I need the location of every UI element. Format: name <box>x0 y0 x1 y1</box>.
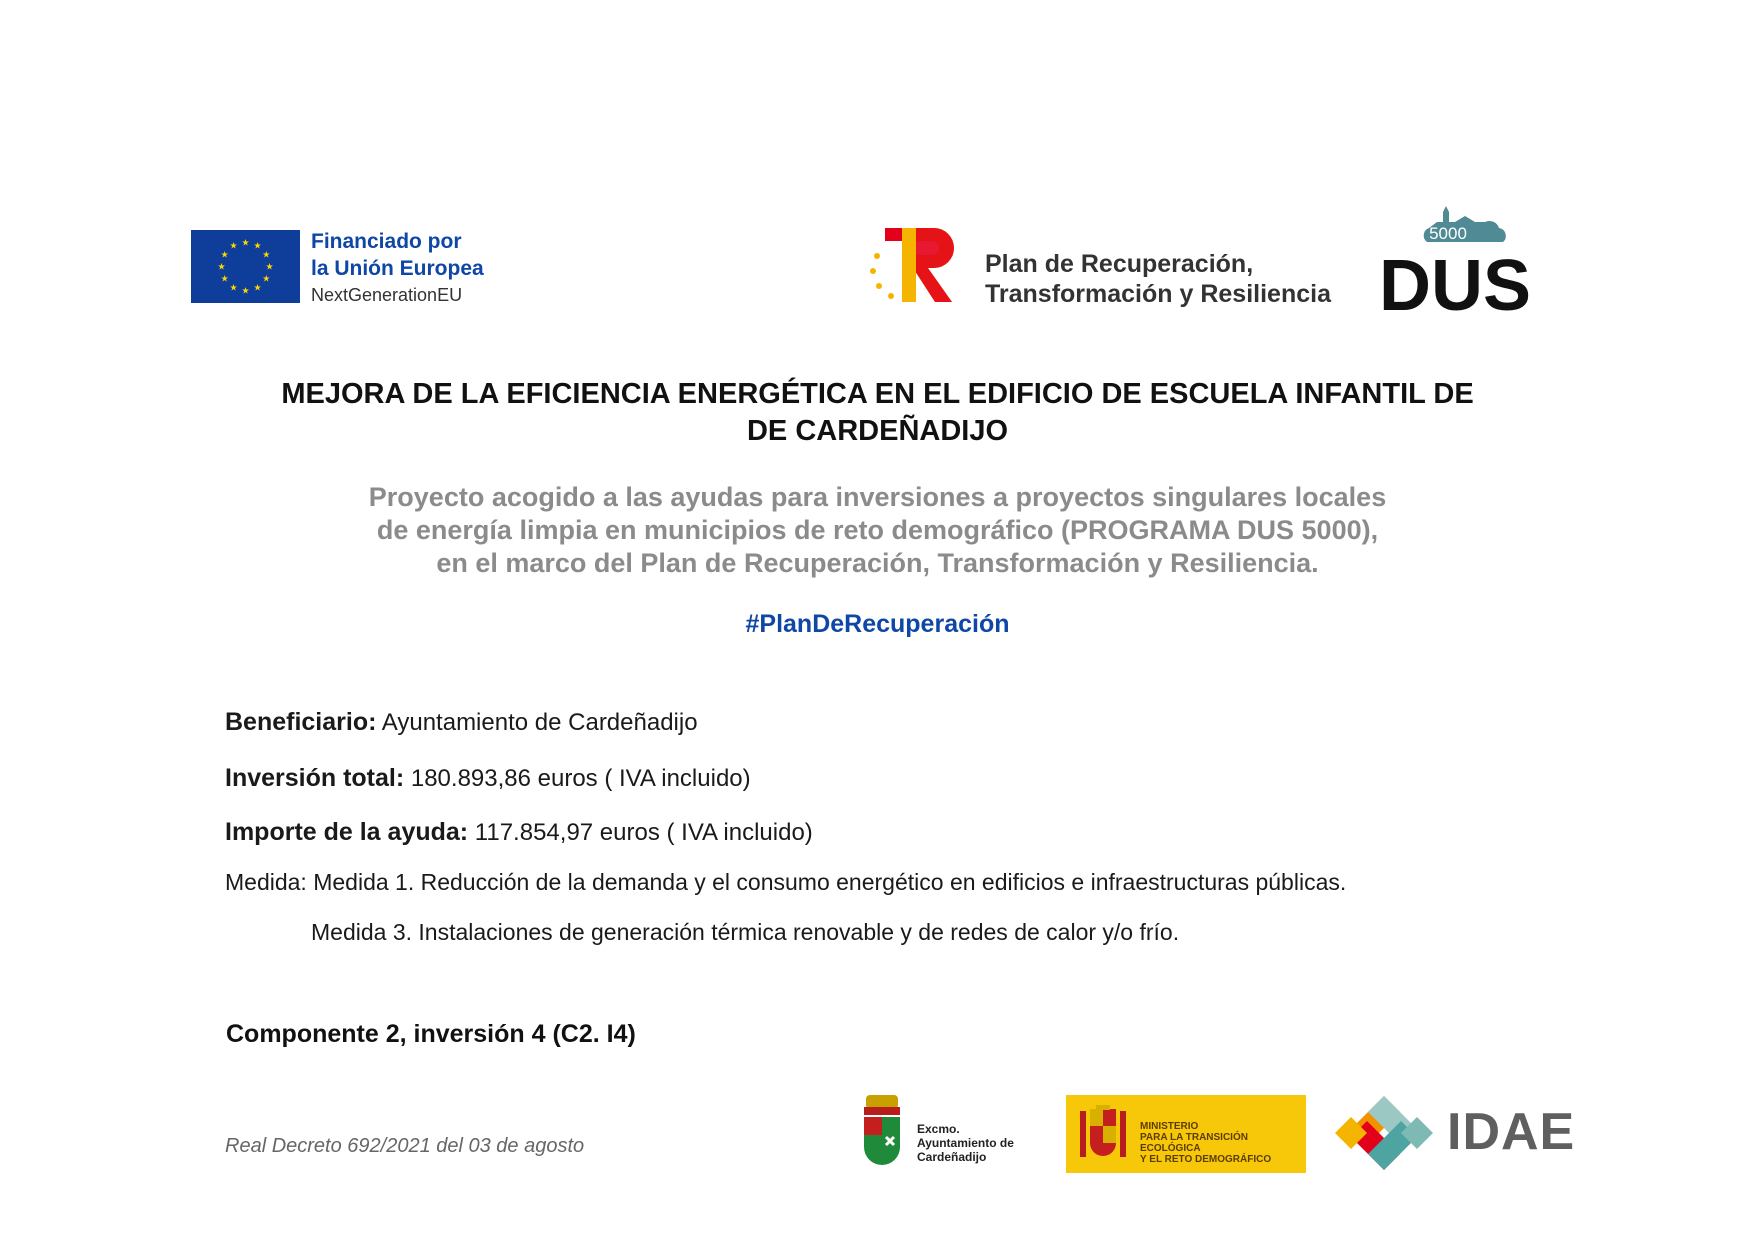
ministerio-logo <box>1066 1095 1306 1173</box>
ministerio-line-1: MINISTERIO <box>1140 1121 1199 1132</box>
title-line-1: MEJORA DE LA EFICIENCIA ENERGÉTICA EN EL EDIFICIO DE ESCUELA INFANTIL DE <box>281 378 1474 410</box>
importe-label: Importe de la ayuda: <box>225 818 469 846</box>
ministerio-text <box>1140 1121 1306 1165</box>
medida-3-value: Medida 3. Instalaciones de generación térmica renovable y de redes de calor y/o frío. <box>311 919 1180 945</box>
dus-number: 5000 <box>1429 224 1467 243</box>
componente-text: Componente 2, inversión 4 (C2. I4) <box>226 1020 636 1048</box>
beneficiario-row <box>225 708 698 737</box>
hashtag: #PlanDeRecuperación <box>745 610 1010 638</box>
eu-star-icon: ★ <box>241 285 250 296</box>
eu-star-icon: ★ <box>241 237 250 248</box>
ayto-line-2: Ayuntamiento de <box>917 1136 1014 1150</box>
eu-flag-icon <box>191 230 300 303</box>
intro-line-2: de energía limpia en municipios de reto demográfico (PROGRAMA DUS 5000), <box>376 515 1379 545</box>
spain-shield-icon <box>1078 1105 1128 1163</box>
intro-line-1: Proyecto acogido a las ayudas para inversiones a proyectos singulares locales <box>368 482 1387 512</box>
decreto-text: Real Decreto 692/2021 del 03 de agosto <box>225 1135 585 1157</box>
inversion-value: 180.893,86 euros ( IVA incluido) <box>410 765 751 792</box>
prtr-logo-icon <box>865 226 965 306</box>
prtr-line-1: Plan de Recuperación, <box>985 250 1254 278</box>
eu-funding-text <box>311 228 484 308</box>
eu-line-1: Financiado por <box>311 230 462 253</box>
ayto-line-1: Excmo. <box>917 1122 960 1136</box>
eu-star-icon: ★ <box>217 261 226 272</box>
beneficiario-label: Beneficiario: <box>225 708 377 736</box>
dus-5000-logo <box>1375 198 1535 313</box>
medida-row-3 <box>311 919 1179 946</box>
medida-label: Medida: <box>225 869 307 895</box>
medida-1-value: Medida 1. Reducción de la demanda y el consumo energético en edificios e infraestructuras públicas. <box>313 869 1347 895</box>
intro-line-3: en el marco del Plan de Recuperación, Transformación y Resiliencia. <box>436 548 1319 578</box>
beneficiario-value: Ayuntamiento de Cardeñadijo <box>381 709 698 736</box>
eu-star-icon: ★ <box>220 249 229 260</box>
inversion-label: Inversión total: <box>225 764 405 792</box>
ministerio-line-3: Y EL RETO DEMOGRÁFICO <box>1140 1154 1272 1165</box>
eu-star-icon: ★ <box>229 282 238 293</box>
eu-star-icon: ★ <box>262 273 271 284</box>
eu-star-icon: ★ <box>265 261 274 272</box>
ministerio-line-2: PARA LA TRANSICIÓN ECOLÓGICA <box>1140 1132 1248 1154</box>
prtr-text <box>985 249 1331 309</box>
eu-line-3: NextGenerationEU <box>311 285 463 305</box>
title-line-2: DE CARDEÑADIJO <box>746 415 1009 447</box>
importe-value: 117.854,97 euros ( IVA incluido) <box>474 819 813 846</box>
coat-of-arms-icon <box>860 1093 904 1173</box>
ayuntamiento-text <box>917 1122 1014 1164</box>
eu-star-icon: ★ <box>253 282 262 293</box>
idae-wordmark: IDAE <box>1447 1103 1576 1161</box>
medida-row-1 <box>225 869 1346 896</box>
prtr-line-2: Transformación y Resiliencia <box>985 280 1331 308</box>
eu-star-icon: ★ <box>262 249 271 260</box>
dus-word: DUS <box>1378 246 1532 313</box>
inversion-row <box>225 764 751 793</box>
eu-star-icon: ★ <box>229 240 238 251</box>
importe-row <box>225 818 813 847</box>
idae-logo-icon <box>1327 1092 1442 1174</box>
intro-paragraph <box>190 481 1565 580</box>
eu-line-2: la Unión Europea <box>311 257 484 280</box>
eu-star-icon: ★ <box>220 273 229 284</box>
page-title <box>190 376 1565 450</box>
ayto-line-3: Cardeñadijo <box>917 1150 987 1164</box>
eu-star-icon: ★ <box>253 240 262 251</box>
